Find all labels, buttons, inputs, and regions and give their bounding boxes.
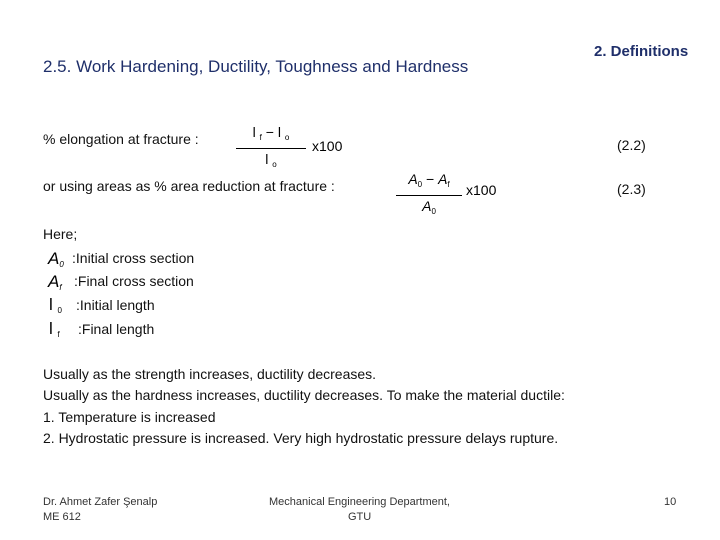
here-label: Here; bbox=[43, 226, 78, 242]
footer-school: GTU bbox=[348, 511, 372, 523]
definition-row bbox=[48, 272, 62, 292]
eq1-factor: x100 bbox=[312, 138, 343, 154]
footer-course: ME 612 bbox=[43, 511, 81, 523]
definition-text: :Final length bbox=[78, 321, 155, 337]
eq2-denominator: $A_0$ bbox=[422, 198, 436, 216]
section-heading: 2. Definitions bbox=[594, 43, 689, 60]
footer-department: Mechanical Engineering Department, bbox=[269, 496, 450, 508]
definition-text: :Initial length bbox=[76, 297, 155, 313]
definition-row bbox=[48, 249, 64, 269]
eq1-number: (2.2) bbox=[617, 137, 646, 153]
paragraph-line: Usually as the hardness increases, ductility decreases. To make the material ductile: bbox=[43, 387, 565, 403]
footer-author: Dr. Ahmet Zafer Şenalp bbox=[43, 496, 158, 508]
symbol-Af: $A_f$ bbox=[48, 272, 62, 292]
definition-row bbox=[49, 319, 60, 339]
eq2-label: or using areas as % area reduction at fracture : bbox=[43, 178, 335, 194]
definition-text: :Initial cross section bbox=[72, 250, 195, 266]
eq2-fraction-bar bbox=[396, 195, 462, 196]
page-title: 2.5. Work Hardening, Ductility, Toughness and Hardness bbox=[43, 57, 469, 76]
definition-text: :Final cross section bbox=[74, 273, 194, 289]
eq2-fraction bbox=[396, 171, 462, 220]
eq2-factor: x100 bbox=[466, 182, 497, 198]
eq1-denominator: l $_o$ bbox=[265, 151, 277, 169]
symbol-lf: l $_f$ bbox=[49, 319, 60, 339]
symbol-A0: $A_0$ bbox=[48, 249, 64, 269]
list-item: 1. Temperature is increased bbox=[43, 409, 216, 425]
definition-row bbox=[49, 295, 62, 315]
paragraph-line: Usually as the strength increases, ductility decreases. bbox=[43, 366, 377, 382]
eq1-fraction bbox=[236, 124, 306, 173]
list-item: 2. Hydrostatic pressure is increased. Very high hydrostatic pressure delays rupture. bbox=[43, 430, 559, 446]
eq1-fraction-bar bbox=[236, 148, 306, 149]
eq1-label: % elongation at fracture : bbox=[43, 131, 199, 147]
eq2-number: (2.3) bbox=[617, 181, 646, 197]
eq1-numerator: l $_f$ − l $_o$ bbox=[252, 124, 290, 142]
symbol-l0: l $_0$ bbox=[49, 295, 62, 315]
page-number: 10 bbox=[664, 496, 677, 508]
eq2-numerator: $A_0 - A_f$ bbox=[408, 171, 450, 189]
